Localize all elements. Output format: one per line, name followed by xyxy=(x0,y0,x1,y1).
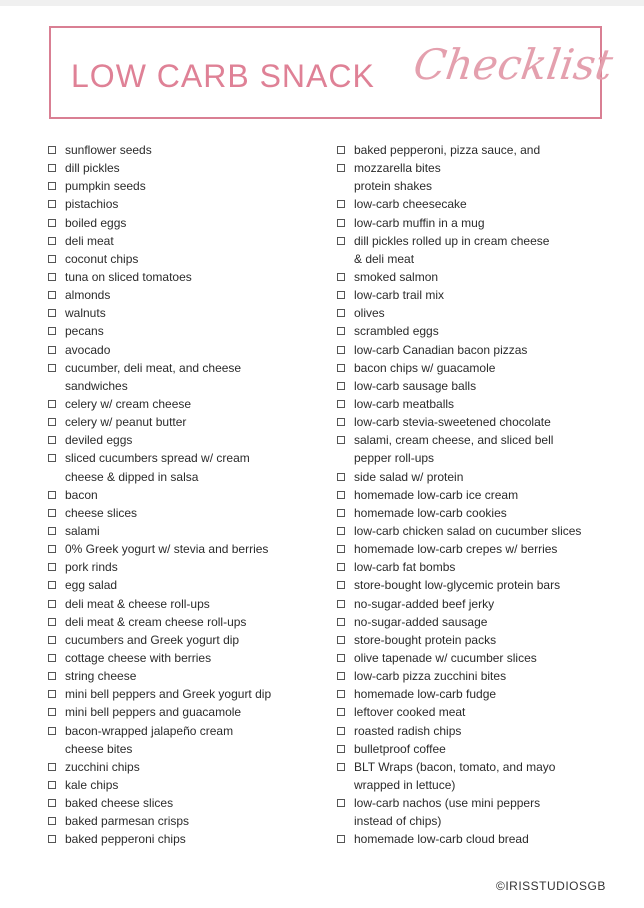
checklist-item xyxy=(47,159,322,177)
checklist-item xyxy=(336,322,636,340)
checklist-item xyxy=(47,504,322,522)
checklist-item-label: zucchini chips xyxy=(65,759,140,774)
checkbox[interactable] xyxy=(48,763,56,771)
checklist-item-label: low-carb nachos (use mini peppers xyxy=(354,796,541,811)
checklist-item-label: wrapped in lettuce) xyxy=(354,777,456,792)
checklist-item-label: baked cheese slices xyxy=(65,796,174,811)
checkbox[interactable] xyxy=(337,745,345,753)
checklist-item-label: low-carb trail mix xyxy=(354,288,445,303)
checkbox[interactable] xyxy=(337,200,345,208)
checklist-item-label: cheese & dipped in salsa xyxy=(65,469,199,484)
checklist-item-continuation xyxy=(336,177,636,195)
checklist-item xyxy=(47,431,322,449)
checklist-item xyxy=(47,595,322,613)
checkbox[interactable] xyxy=(48,781,56,789)
checklist-item-label: protein shakes xyxy=(354,179,433,194)
checkbox[interactable] xyxy=(48,654,56,662)
checklist-item xyxy=(336,722,636,740)
checkbox[interactable] xyxy=(48,690,56,698)
checkbox[interactable] xyxy=(337,799,345,807)
checklist-item-label: BLT Wraps (bacon, tomato, and mayo xyxy=(354,759,556,774)
checkbox[interactable] xyxy=(48,400,56,408)
checklist-item-label: cucumbers and Greek yogurt dip xyxy=(65,632,240,647)
checklist-item xyxy=(47,195,322,213)
checklist-item xyxy=(47,830,322,848)
checklist-item-label: sandwiches xyxy=(65,378,128,393)
checklist-item-label: store-bought protein packs xyxy=(354,632,497,647)
checklist-item-label: baked pepperoni chips xyxy=(65,832,186,847)
title-frame xyxy=(49,26,616,119)
checklist-item xyxy=(336,794,636,812)
checkbox[interactable] xyxy=(337,473,345,481)
checklist-item xyxy=(336,141,636,159)
checklist-item xyxy=(47,522,322,540)
checklist-item-label: string cheese xyxy=(65,669,137,684)
checkbox[interactable] xyxy=(48,327,56,335)
checklist-item-label: celery w/ peanut butter xyxy=(65,415,187,430)
checklist-item xyxy=(336,214,636,232)
checkbox[interactable] xyxy=(48,581,56,589)
checklist-item-continuation xyxy=(47,468,322,486)
checkbox[interactable] xyxy=(337,600,345,608)
checklist-item xyxy=(47,685,322,703)
checkbox[interactable] xyxy=(48,436,56,444)
checklist-item-label: homemade low-carb ice cream xyxy=(354,487,519,502)
checkbox[interactable] xyxy=(48,255,56,263)
checklist-item-label: cheese slices xyxy=(65,505,138,520)
checklist-item-label: celery w/ cream cheese xyxy=(65,396,192,411)
checklist-item-label: almonds xyxy=(65,288,111,303)
checklist-item-label: sunflower seeds xyxy=(65,143,152,157)
checkbox[interactable] xyxy=(337,146,345,154)
checklist-item xyxy=(336,359,636,377)
checklist-item-label: dill pickles rolled up in cream cheese xyxy=(354,233,550,248)
checklist-item-label: olives xyxy=(354,306,385,321)
checklist-item xyxy=(47,486,322,504)
checkbox[interactable] xyxy=(337,727,345,735)
checkbox[interactable] xyxy=(48,708,56,716)
checklist-item xyxy=(336,431,636,449)
checkbox[interactable] xyxy=(337,364,345,372)
checklist-item xyxy=(336,522,636,540)
checkbox[interactable] xyxy=(48,509,56,517)
checklist-item-label: roasted radish chips xyxy=(354,723,462,738)
checklist-item-label: mini bell peppers and guacamole xyxy=(65,705,242,720)
checklist-item-label: homemade low-carb cookies xyxy=(354,505,507,520)
checklist-item xyxy=(47,250,322,268)
checklist-item xyxy=(336,685,636,703)
checkbox[interactable] xyxy=(48,364,56,372)
checklist-item xyxy=(336,558,636,576)
checkbox[interactable] xyxy=(337,672,345,680)
checklist-item xyxy=(336,232,636,250)
checklist-item-continuation xyxy=(336,449,636,467)
checklist-item-label: deviled eggs xyxy=(65,433,133,448)
checkbox[interactable] xyxy=(337,636,345,644)
checkbox[interactable] xyxy=(337,273,345,281)
checklist-item xyxy=(47,177,322,195)
checklist-item-label: leftover cooked meat xyxy=(354,705,466,720)
checklist-item-label: cucumber, deli meat, and cheese xyxy=(65,360,242,375)
checklist-item xyxy=(47,304,322,322)
checklist-item-label: mozzarella bites xyxy=(354,161,441,176)
checklist-item xyxy=(336,341,636,359)
checklist-item xyxy=(47,649,322,667)
checklist-item-label: 0% Greek yogurt w/ stevia and berries xyxy=(65,542,269,557)
checklist-item xyxy=(336,540,636,558)
checklist-item-label: scrambled eggs xyxy=(354,324,439,339)
checklist-item xyxy=(47,812,322,830)
checklist-item xyxy=(336,413,636,431)
checkbox[interactable] xyxy=(48,454,56,462)
checklist-item xyxy=(47,667,322,685)
checklist-item xyxy=(47,631,322,649)
checklist-item-label: pork rinds xyxy=(65,560,118,575)
checkbox[interactable] xyxy=(337,418,345,426)
checkbox[interactable] xyxy=(337,654,345,662)
checklist-item-label: low-carb cheesecake xyxy=(354,197,467,212)
checkbox[interactable] xyxy=(48,346,56,354)
checklist-item-label: salami, cream cheese, and sliced bell xyxy=(354,433,554,448)
checklist-item-label: low-carb meatballs xyxy=(354,396,455,411)
checklist-item-label: sliced cucumbers spread w/ cream xyxy=(65,451,250,466)
checkbox[interactable] xyxy=(337,563,345,571)
checklist-item xyxy=(336,830,636,848)
checkbox[interactable] xyxy=(337,763,345,771)
checklist-item-label: no-sugar-added sausage xyxy=(354,614,488,629)
checkbox[interactable] xyxy=(337,291,345,299)
checklist-item xyxy=(47,449,322,467)
checkbox[interactable] xyxy=(48,273,56,281)
checklist-item xyxy=(336,159,636,177)
checkbox[interactable] xyxy=(337,346,345,354)
checkbox[interactable] xyxy=(337,618,345,626)
checklist-item xyxy=(47,776,322,794)
checkbox[interactable] xyxy=(48,600,56,608)
checklist-item xyxy=(47,268,322,286)
checklist-item-label: low-carb sausage balls xyxy=(354,378,477,393)
checklist-item-label: bacon-wrapped jalapeño cream xyxy=(65,723,234,738)
checkbox[interactable] xyxy=(48,618,56,626)
checklist-item xyxy=(336,468,636,486)
checkbox[interactable] xyxy=(337,690,345,698)
checklist-item-label: low-carb stevia-sweetened chocolate xyxy=(354,415,551,430)
checklist-item xyxy=(47,758,322,776)
checklist-item xyxy=(336,268,636,286)
checklist-item xyxy=(336,667,636,685)
checklist-item-label: cheese bites xyxy=(65,741,133,756)
checkbox[interactable] xyxy=(48,164,56,172)
checklist-column-left xyxy=(47,141,322,848)
checklist-sheet xyxy=(0,6,644,908)
checklist-item xyxy=(47,322,322,340)
page-title: LOW CARB SNACK xyxy=(71,58,375,94)
checkbox[interactable] xyxy=(48,799,56,807)
checklist-item-label: baked parmesan crisps xyxy=(65,814,190,829)
checklist-item-label: smoked salmon xyxy=(354,269,439,284)
checklist-item-label: side salad w/ protein xyxy=(354,469,464,484)
checkbox[interactable] xyxy=(48,672,56,680)
checklist-item xyxy=(47,286,322,304)
checkbox[interactable] xyxy=(48,418,56,426)
checklist-item-label: pepper roll-ups xyxy=(354,451,435,466)
checklist-item-label: no-sugar-added beef jerky xyxy=(354,596,495,611)
checklist-item xyxy=(336,504,636,522)
checklist-item xyxy=(336,740,636,758)
checklist-item-continuation xyxy=(336,812,636,830)
checkbox[interactable] xyxy=(337,491,345,499)
checklist-item xyxy=(47,794,322,812)
checklist-item-label: homemade low-carb fudge xyxy=(354,687,497,702)
checklist-item-label: pistachios xyxy=(65,197,119,212)
checklist-item xyxy=(336,613,636,631)
checklist-item-label: low-carb muffin in a mug xyxy=(354,215,485,230)
checkbox[interactable] xyxy=(48,563,56,571)
checkbox[interactable] xyxy=(48,636,56,644)
checklist-item-label: cottage cheese with berries xyxy=(65,650,212,665)
checklist-item-label: homemade low-carb cloud bread xyxy=(354,832,529,847)
checkbox[interactable] xyxy=(337,219,345,227)
checklist-item-label: tuna on sliced tomatoes xyxy=(65,269,192,284)
checkbox[interactable] xyxy=(48,309,56,317)
checkbox[interactable] xyxy=(48,182,56,190)
checklist-item-label: deli meat & cream cheese roll-ups xyxy=(65,614,247,629)
checklist-item xyxy=(336,486,636,504)
checklist-item-label: deli meat & cheese roll-ups xyxy=(65,596,210,611)
checkbox[interactable] xyxy=(48,237,56,245)
checklist-item xyxy=(47,558,322,576)
checklist-item xyxy=(336,377,636,395)
checklist-item-continuation xyxy=(336,776,636,794)
checkbox[interactable] xyxy=(337,237,345,245)
checklist-item xyxy=(336,286,636,304)
checklist-item-label: mini bell peppers and Greek yogurt dip xyxy=(65,687,272,702)
checklist-item xyxy=(47,359,322,377)
checklist-item-label: walnuts xyxy=(65,306,106,321)
checkbox[interactable] xyxy=(337,527,345,535)
checklist-item xyxy=(336,595,636,613)
checklist-item-label: pumpkin seeds xyxy=(65,179,146,194)
checklist-item-label: homemade low-carb crepes w/ berries xyxy=(354,542,558,557)
checklist-item xyxy=(336,703,636,721)
checkbox[interactable] xyxy=(48,527,56,535)
checklist-item xyxy=(336,395,636,413)
checklist-item xyxy=(47,232,322,250)
checklist-item-label: pecans xyxy=(65,324,104,339)
checklist-item xyxy=(47,341,322,359)
checkbox[interactable] xyxy=(48,146,56,154)
checkbox[interactable] xyxy=(337,382,345,390)
checklist-item xyxy=(47,576,322,594)
checkbox[interactable] xyxy=(48,545,56,553)
checkbox[interactable] xyxy=(337,835,345,843)
checkbox[interactable] xyxy=(337,708,345,716)
checklist-item xyxy=(47,703,322,721)
checkbox[interactable] xyxy=(337,327,345,335)
checkbox[interactable] xyxy=(337,164,345,172)
checklist-item-label: instead of chips) xyxy=(354,814,442,829)
checklist-item-label: low-carb Canadian bacon pizzas xyxy=(354,342,528,357)
checklist-item-continuation xyxy=(47,740,322,758)
checkbox[interactable] xyxy=(48,291,56,299)
checkbox[interactable] xyxy=(337,400,345,408)
checklist-item xyxy=(336,304,636,322)
checklist-item xyxy=(47,141,322,159)
checkbox[interactable] xyxy=(337,581,345,589)
checklist-item-label: salami xyxy=(65,523,100,538)
checklist-item-label: baked pepperoni, pizza sauce, and xyxy=(354,143,541,157)
checklist-item-label: boiled eggs xyxy=(65,215,127,230)
checklist-item-continuation xyxy=(336,250,636,268)
checklist-item-label: bacon xyxy=(65,487,98,502)
checklist-item xyxy=(336,649,636,667)
checklist-item-label: coconut chips xyxy=(65,251,139,266)
checklist-item-label: deli meat xyxy=(65,233,114,248)
checkbox[interactable] xyxy=(48,727,56,735)
checkbox[interactable] xyxy=(48,219,56,227)
checklist-item xyxy=(336,576,636,594)
checklist-item-label: avocado xyxy=(65,342,111,357)
copyright-credit: ©IRISSTUDIOSGB xyxy=(496,879,606,893)
checklist-column-right xyxy=(336,141,636,848)
checklist-item-label: low-carb fat bombs xyxy=(354,560,456,575)
checklist-item-label: dill pickles xyxy=(65,161,120,176)
checkbox[interactable] xyxy=(337,545,345,553)
title-script-word: Checklist xyxy=(410,40,616,89)
checklist-item-label: olive tapenade w/ cucumber slices xyxy=(354,650,537,665)
checkbox[interactable] xyxy=(337,509,345,517)
checklist-item-label: & deli meat xyxy=(354,251,415,266)
checkbox[interactable] xyxy=(48,835,56,843)
checklist-item xyxy=(47,214,322,232)
checkbox[interactable] xyxy=(48,817,56,825)
checklist-item-label: bacon chips w/ guacamole xyxy=(354,360,496,375)
checklist-item xyxy=(336,195,636,213)
checkbox[interactable] xyxy=(48,491,56,499)
checklist-item-label: egg salad xyxy=(65,578,118,593)
checklist-item xyxy=(47,722,322,740)
checklist-item-label: low-carb pizza zucchini bites xyxy=(354,669,507,684)
checklist-item xyxy=(47,613,322,631)
checklist-item xyxy=(47,395,322,413)
checklist-item xyxy=(336,631,636,649)
checkbox[interactable] xyxy=(48,200,56,208)
checklist-item xyxy=(47,413,322,431)
checkbox[interactable] xyxy=(337,309,345,317)
checklist-item-label: store-bought low-glycemic protein bars xyxy=(354,578,561,593)
checklist-item-label: bulletproof coffee xyxy=(354,741,446,756)
checklist-item xyxy=(336,758,636,776)
checklist-item-continuation xyxy=(47,377,322,395)
checklist-item-label: low-carb chicken salad on cucumber slices xyxy=(354,523,582,538)
checklist-item xyxy=(47,540,322,558)
checklist-item-label: kale chips xyxy=(65,777,119,792)
checkbox[interactable] xyxy=(337,436,345,444)
